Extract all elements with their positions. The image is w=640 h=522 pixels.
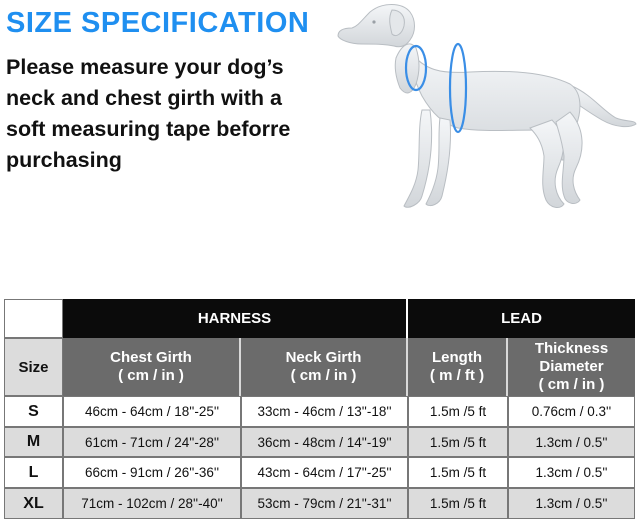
neck-girth-header bbox=[241, 338, 408, 396]
dog-body bbox=[338, 5, 636, 208]
instruction-line: Please measure your dog’s bbox=[6, 55, 284, 79]
length-cell: 1.5m /5 ft bbox=[408, 457, 508, 488]
header-unit: ( cm / in ) bbox=[118, 367, 184, 384]
size-cell: XL bbox=[4, 488, 63, 519]
neck-girth-cell: 53cm - 79cm / 21''-31'' bbox=[241, 488, 408, 519]
header-line: Length bbox=[432, 349, 482, 366]
neck-girth-cell: 43cm - 64cm / 17''-25'' bbox=[241, 457, 408, 488]
neck-girth-cell: 36cm - 48cm / 14''-19'' bbox=[241, 427, 408, 457]
header-line: Thickness bbox=[534, 340, 609, 357]
lead-header: LEAD bbox=[408, 299, 635, 338]
thickness-diameter-header bbox=[508, 338, 635, 396]
header-line: Chest Girth bbox=[110, 349, 192, 366]
header-unit: ( cm / in ) bbox=[538, 376, 605, 393]
page-title: SIZE SPECIFICATION bbox=[6, 7, 310, 39]
dog-eye-icon bbox=[372, 20, 375, 23]
blank-corner-cell bbox=[4, 299, 63, 338]
length-cell: 1.5m /5 ft bbox=[408, 488, 508, 519]
length-cell: 1.5m /5 ft bbox=[408, 427, 508, 457]
harness-header: HARNESS bbox=[63, 299, 408, 338]
thickness-cell: 1.3cm / 0.5'' bbox=[508, 457, 635, 488]
size-column-header: Size bbox=[4, 338, 63, 396]
chest-girth-cell: 61cm - 71cm / 24''-28'' bbox=[63, 427, 241, 457]
chest-girth-cell: 71cm - 102cm / 28''-40'' bbox=[63, 488, 241, 519]
header-unit: ( cm / in ) bbox=[290, 367, 357, 384]
thickness-cell: 0.76cm / 0.3'' bbox=[508, 396, 635, 427]
header-line: Neck Girth bbox=[285, 349, 362, 366]
header-line: Diameter bbox=[539, 358, 604, 375]
neck-girth-cell: 33cm - 46cm / 13''-18'' bbox=[241, 396, 408, 427]
header-unit: ( m / ft ) bbox=[429, 367, 485, 384]
thickness-cell: 1.3cm / 0.5'' bbox=[508, 427, 635, 457]
length-header bbox=[408, 338, 508, 396]
chest-girth-cell: 66cm - 91cm / 26''-36'' bbox=[63, 457, 241, 488]
chest-girth-cell: 46cm - 64cm / 18''-25'' bbox=[63, 396, 241, 427]
size-cell: S bbox=[4, 396, 63, 427]
instruction-line: neck and chest girth with a bbox=[6, 86, 282, 110]
thickness-cell: 1.3cm / 0.5'' bbox=[508, 488, 635, 519]
size-cell: L bbox=[4, 457, 63, 488]
length-cell: 1.5m /5 ft bbox=[408, 396, 508, 427]
size-chart-table bbox=[4, 299, 635, 519]
instruction-line: purchasing bbox=[6, 148, 122, 172]
size-cell: M bbox=[4, 427, 63, 457]
instruction-line: soft measuring tape beforre bbox=[6, 117, 291, 141]
dog-mannequin-illustration bbox=[330, 0, 640, 220]
measure-instructions bbox=[6, 52, 336, 176]
chest-girth-header bbox=[63, 338, 241, 396]
